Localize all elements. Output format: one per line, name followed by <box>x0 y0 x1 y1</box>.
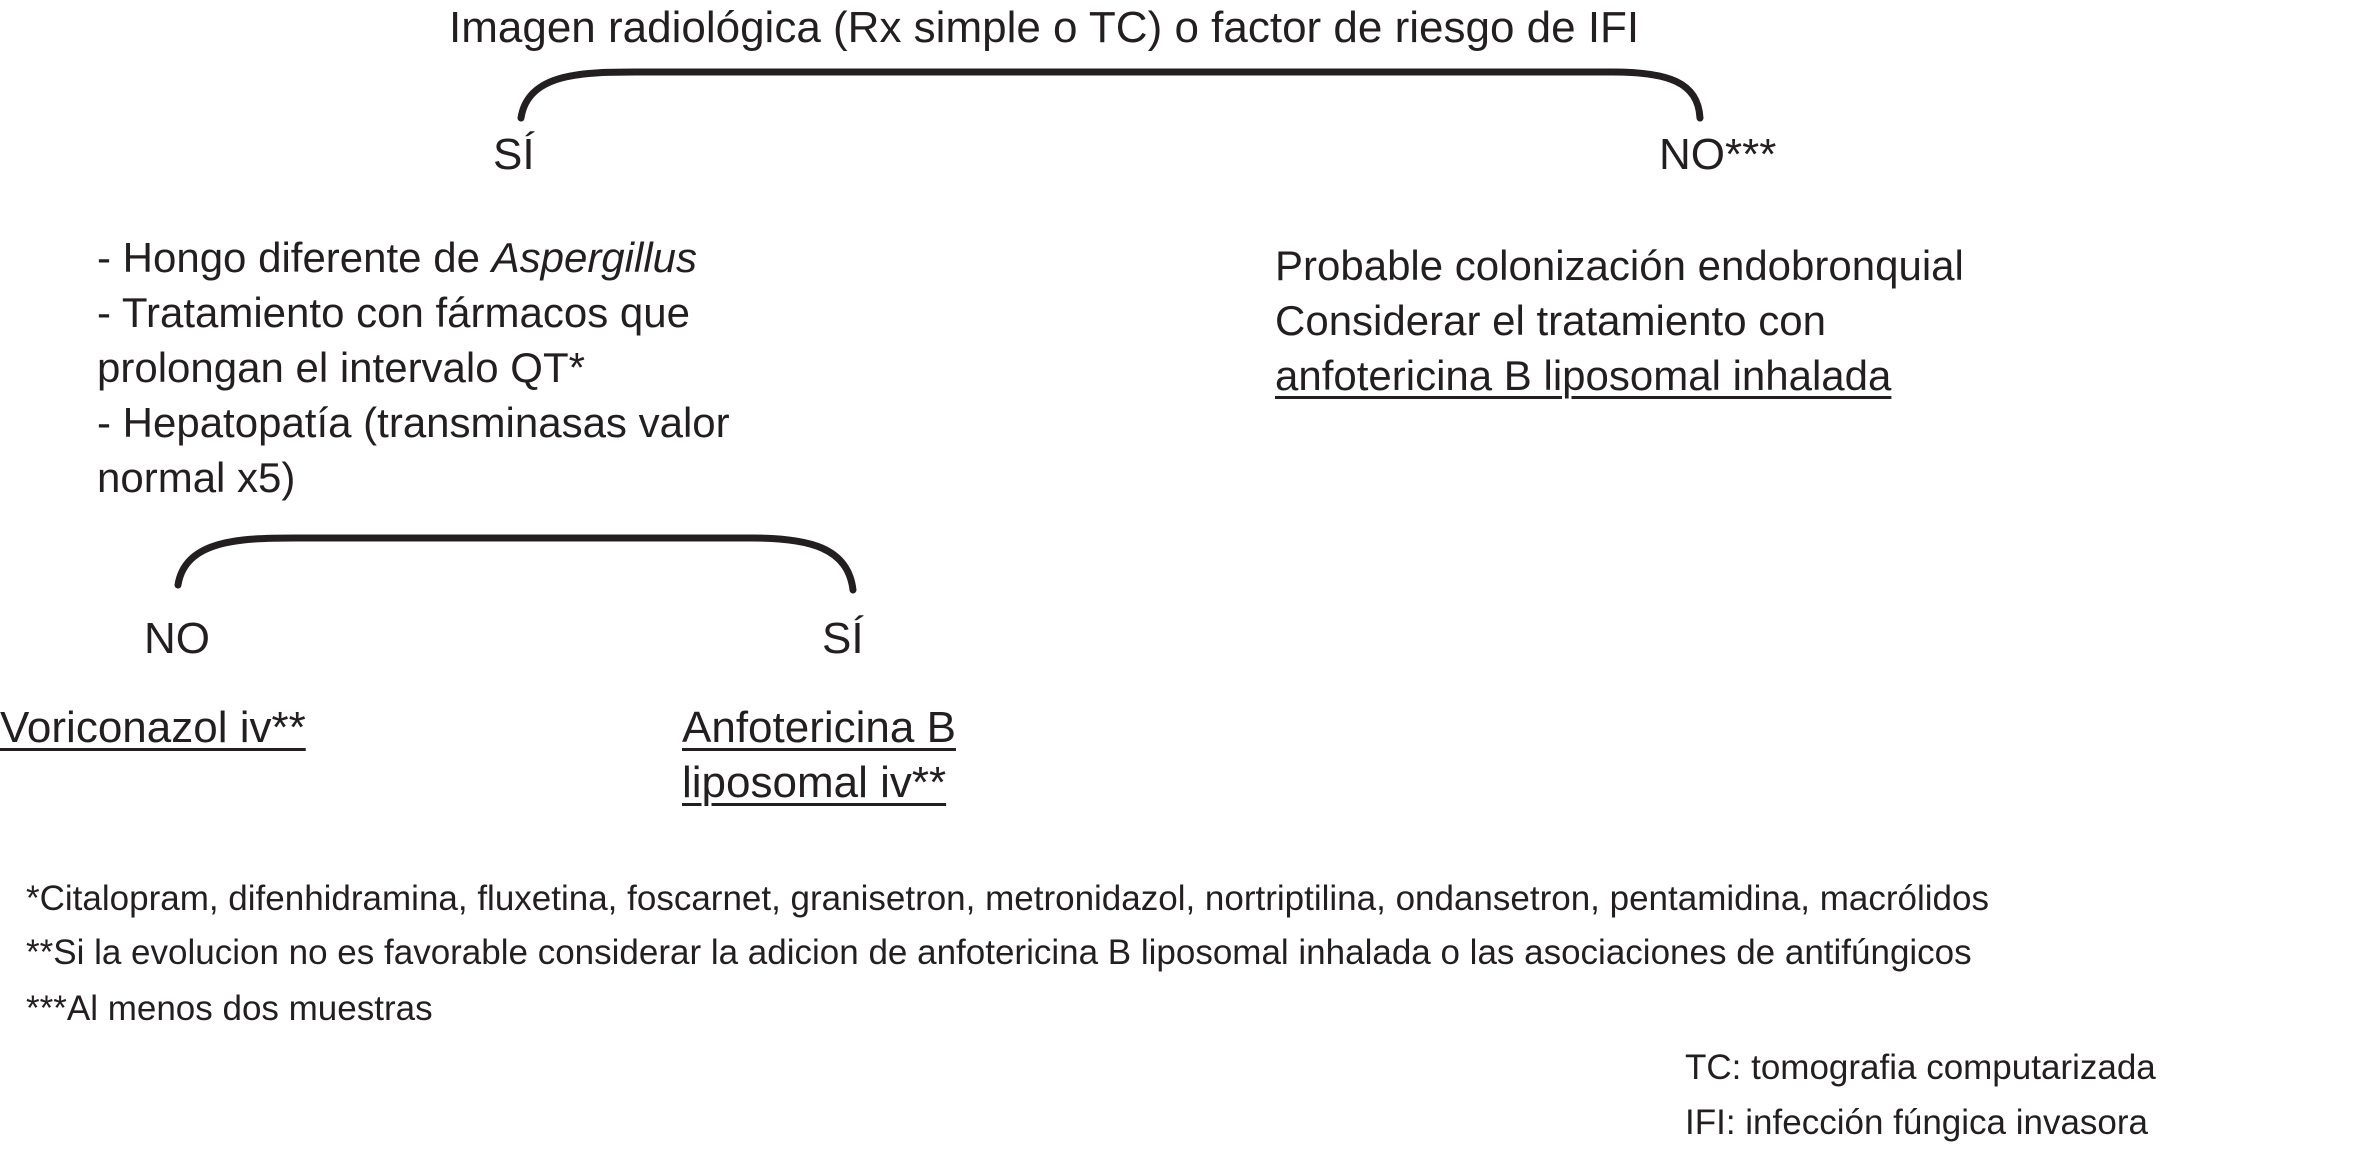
sub-bracket-curve <box>178 538 853 590</box>
footnote-2: **Si la evolucion no es favorable considerar la adicion de anfotericina B liposomal inhalada o las asociaciones de antifúngicos <box>26 933 1972 972</box>
root-bracket-curve <box>521 72 1700 118</box>
criterion-line-5: normal x5) <box>97 454 296 501</box>
root-question: Imagen radiológica (Rx simple o TC) o factor de riesgo de IFI <box>449 3 1640 52</box>
anfotericina-line-1: Anfotericina B <box>682 703 956 752</box>
footnote-1: *Citalopram, difenhidramina, fluxetina, foscarnet, granisetron, metronidazol, nortriptilina, ondansetron, pentamidina, macrólidos <box>26 879 1989 918</box>
criterion-line-4: - Hepatopatía (transminasas valor <box>97 399 730 446</box>
root-no-label: NO*** <box>1659 130 1777 179</box>
criterion-line-3: prolongan el intervalo QT* <box>97 344 585 391</box>
footnote-3: ***Al menos dos muestras <box>26 989 433 1028</box>
sub-no-label: NO <box>144 614 210 663</box>
no-branch-line-2: Considerar el tratamiento con <box>1275 297 1826 344</box>
sub-yes-label: SÍ <box>822 614 864 663</box>
criterion-1-genus: Aspergillus <box>491 234 698 281</box>
criterion-1-text: - Hongo diferente de <box>97 234 492 281</box>
no-branch-line-3: anfotericina B liposomal inhalada <box>1275 352 1892 399</box>
anfotericina-result <box>682 700 956 810</box>
abbreviation-ifi: IFI: infección fúngica invasora <box>1685 1103 2149 1142</box>
abbreviation-tc: TC: tomografia computarizada <box>1685 1048 2156 1087</box>
no-branch-line-1: Probable colonización endobronquial <box>1275 242 1964 289</box>
root-yes-label: SÍ <box>493 130 535 179</box>
anfotericina-line-2: liposomal iv** <box>682 758 947 807</box>
criterion-line-1 <box>97 230 730 285</box>
voriconazol-result: Voriconazol iv** <box>0 703 306 752</box>
no-branch-recommendation <box>1275 238 1964 403</box>
criterion-line-2: - Tratamiento con fármacos que <box>97 289 690 336</box>
yes-branch-criteria <box>97 230 730 505</box>
